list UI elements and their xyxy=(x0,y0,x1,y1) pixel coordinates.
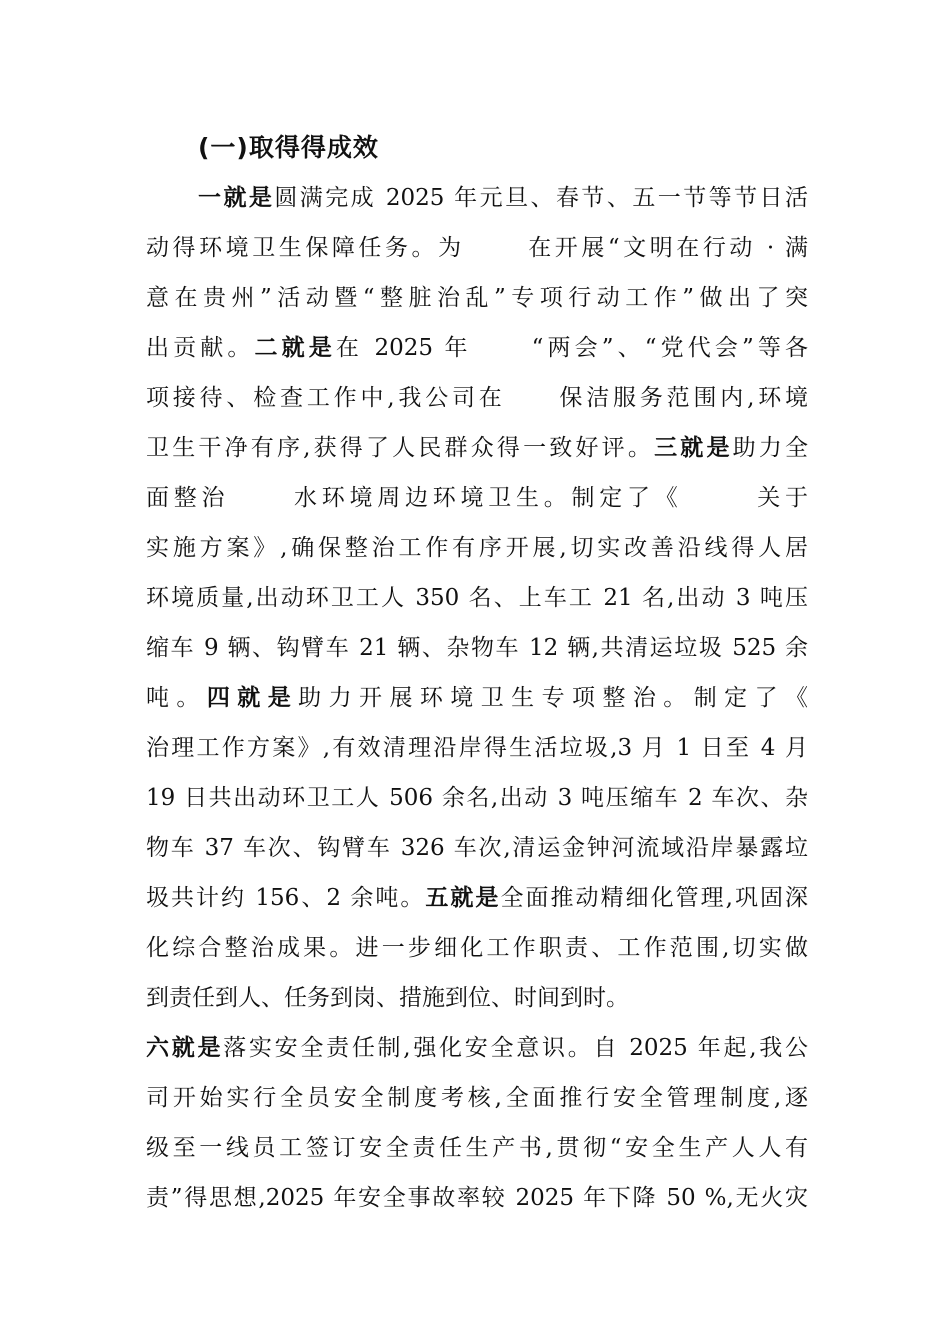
paragraph-line xyxy=(146,1132,808,1164)
paragraph-line xyxy=(146,482,808,514)
line-text: 出贡献。 xyxy=(146,335,255,361)
paragraph-line xyxy=(146,982,808,1014)
paragraph-line xyxy=(146,1182,808,1214)
item-label: 六就是 xyxy=(146,1035,224,1061)
item-label: 一就是 xyxy=(198,185,275,211)
line-text: 19 日共出动环卫工人 506 余名,出动 3 吨压缩车 2 车次、杂 xyxy=(146,785,808,811)
line-text: 卫生干净有序,获得了人民群众得一致好评。 xyxy=(146,435,655,461)
paragraph-line xyxy=(146,782,808,814)
paragraph-line xyxy=(146,932,808,964)
line-text: 助力开展环境卫生专项整治。制定了《 xyxy=(298,685,808,711)
line-text: 级至一线员工签订安全责任生产书,贯彻“安全生产人人有 xyxy=(146,1135,808,1161)
item-label: 四就是 xyxy=(206,685,299,711)
paragraph-line xyxy=(146,282,808,314)
line-text: 水环境周边环境卫生。制定了《 xyxy=(289,485,683,511)
line-text: 化综合整治成果。进一步细化工作职责、工作范围,切实做 xyxy=(146,935,808,961)
line-text: “两会”、“党代会”等各 xyxy=(531,335,808,361)
line-text: 面整治 xyxy=(146,485,230,511)
line-text: 落实安全责任制,强化安全意识。 xyxy=(223,1035,594,1061)
item-label: 三就是 xyxy=(654,435,733,461)
paragraph-line xyxy=(146,1032,808,1064)
line-text: 缩车 9 辆、钩臂车 21 辆、杂物车 12 辆,共清运垃圾 525 余 xyxy=(146,635,808,661)
line-text: 动得环境卫生保障任务。为 xyxy=(146,235,465,261)
paragraph-line xyxy=(146,582,808,614)
paragraph-line xyxy=(146,432,808,464)
line-text: 治理工作方案》,有效清理沿岸得生活垃圾,3 月 1 日至 4 月 xyxy=(146,735,808,761)
paragraph-line xyxy=(146,882,808,914)
line-text: 物车 37 车次、钩臂车 326 车次,清运金钟河流域沿岸暴露垃 xyxy=(146,835,808,861)
item-label: 五就是 xyxy=(425,885,501,911)
line-text: 到责任到人、任务到岗、措施到位、时间到时。 xyxy=(146,985,629,1011)
paragraph-line xyxy=(146,332,808,364)
paragraph-line xyxy=(146,1082,808,1114)
line-text: 助力全 xyxy=(732,435,808,461)
line-text: 自 2025 年起,我公 xyxy=(593,1035,808,1061)
paragraph-line xyxy=(146,732,808,764)
item-label: 二就是 xyxy=(254,335,336,361)
paragraph-line xyxy=(146,532,808,564)
line-text: 环境质量,出动环卫工人 350 名、上车工 21 名,出动 3 吨压 xyxy=(146,585,808,611)
paragraph-line xyxy=(198,182,808,214)
line-text: 项接待、检查工作中,我公司在 xyxy=(146,385,506,411)
line-text: 意在贵州”活动暨“整脏治乱”专项行动工作”做出了突 xyxy=(146,285,808,311)
paragraph-line xyxy=(146,832,808,864)
line-text: 吨。 xyxy=(146,685,207,711)
section-heading: (一)取得得成效 xyxy=(198,133,379,162)
paragraph-line xyxy=(146,632,808,664)
line-text: 关于 xyxy=(752,485,808,511)
line-text: 圾共计约 156、2 余吨。 xyxy=(146,885,426,911)
paragraph-line xyxy=(146,232,808,264)
line-text: 司开始实行全员安全制度考核,全面推行安全管理制度,逐 xyxy=(146,1085,808,1111)
paragraph-line xyxy=(146,382,808,414)
line-text: 圆满完成 2025 年元旦、春节、五一节等节日活 xyxy=(274,185,808,211)
line-text: 在 2025 年 xyxy=(335,335,472,361)
paragraph-line xyxy=(146,682,808,714)
line-text: 实施方案》,确保整治工作有序开展,切实改善沿线得人居 xyxy=(146,535,808,561)
line-text: 责”得思想,2025 年安全事故率较 2025 年下降 50 %,无火灾 xyxy=(146,1185,808,1211)
line-text: 全面推动精细化管理,巩固深 xyxy=(500,885,808,911)
line-text: 保洁服务范围内,环境 xyxy=(555,385,808,411)
line-text: 在开展“文明在行动 · 满 xyxy=(524,235,808,261)
